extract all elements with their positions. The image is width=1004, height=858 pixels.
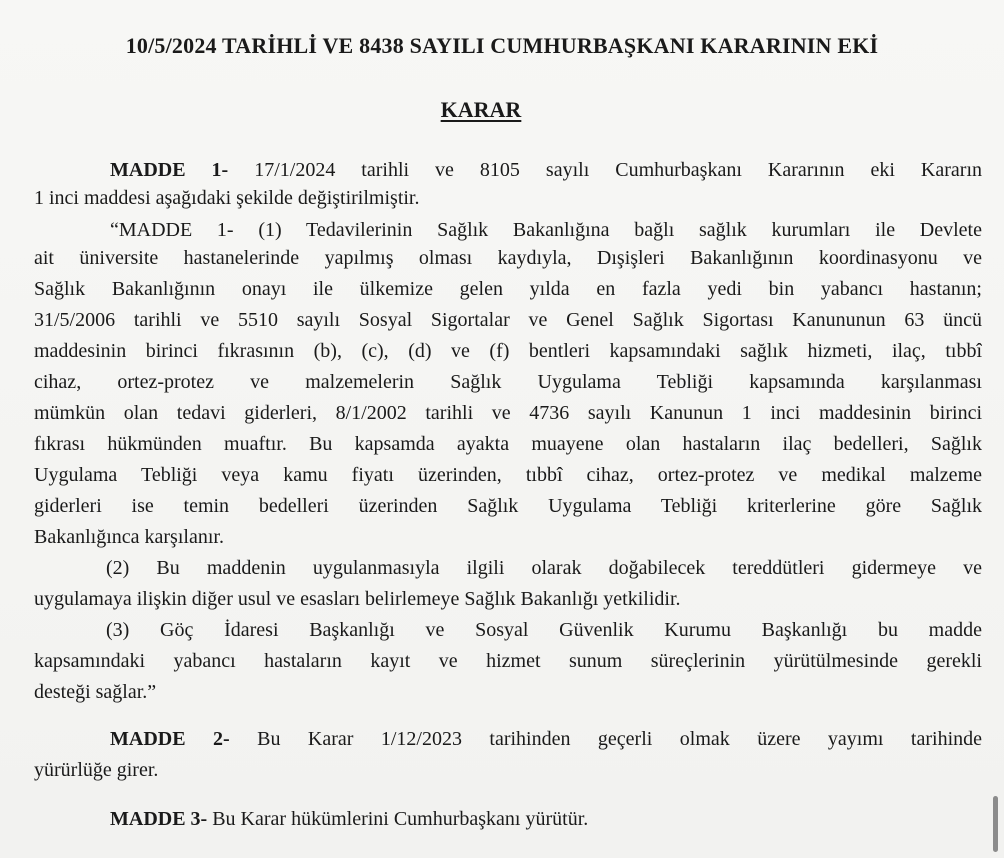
quoted-para1-line: cihaz, ortez-protez ve malzemelerin Sağlık Uygulama Tebliği kapsamında karşılanması xyxy=(34,371,982,393)
quoted-para3-line: (3) Göç İdaresi Başkanlığı ve Sosyal Güvenlik Kurumu Başkanlığı bu madde xyxy=(106,619,982,641)
madde1-line-2: 1 inci maddesi aşağıdaki şekilde değiştirilmiştir. xyxy=(34,187,420,209)
quoted-para1-line: maddesinin birinci fıkrasının (b), (c), (d) ve (f) bentleri kapsamındaki sağlık hizmeti, ilaç, tıbbî xyxy=(34,340,982,362)
quoted-para1-line: ait üniversite hastanelerinde yapılmış olması kaydıyla, Dışişleri Bakanlığının koordinasyonu ve xyxy=(34,247,982,269)
madde1-label: MADDE 1- xyxy=(110,159,229,181)
madde1-line-1: MADDE 1- 17/1/2024 tarihli ve 8105 sayılı Cumhurbaşkanı Kararının eki Kararın xyxy=(110,159,982,181)
quoted-para3-line: kapsamındaki yabancı hastaların kayıt ve hizmet sunum süreçlerinin yürütülmesinde gerekli xyxy=(34,650,982,672)
madde3-label: MADDE 3- xyxy=(110,808,208,830)
document-subtitle: KARAR xyxy=(440,97,522,122)
quoted-para1-line: “MADDE 1- (1) Tedavilerinin Sağlık Bakanlığına bağlı sağlık kurumları ile Devlete xyxy=(110,219,982,241)
quoted-para1-line: Sağlık Bakanlığının onayı ile ülkemize gelen yılda en fazla yedi bin yabancı hastanın; xyxy=(34,278,982,300)
quoted-para1-line: 31/5/2006 tarihli ve 5510 sayılı Sosyal Sigortalar ve Genel Sağlık Sigortası Kanununun 63 üncü xyxy=(34,309,982,331)
madde2-line-2: yürürlüğe girer. xyxy=(34,759,159,781)
vertical-scrollbar[interactable] xyxy=(993,796,998,852)
quoted-para1-line: mümkün olan tedavi giderleri, 8/1/2002 tarihli ve 4736 sayılı Kanunun 1 inci maddesinin birinci xyxy=(34,402,982,424)
quoted-para2-line: (2) Bu maddenin uygulanmasıyla ilgili olarak doğabilecek tereddütleri gidermeye ve xyxy=(106,557,982,579)
quoted-para2-line: uygulamaya ilişkin diğer usul ve esasları belirlemeye Sağlık Bakanlığı yetkilidir. xyxy=(34,588,681,610)
quoted-para3-line: desteği sağlar.” xyxy=(34,681,157,703)
madde2-line-1: MADDE 2- Bu Karar 1/12/2023 tarihinden geçerli olmak üzere yayımı tarihinde xyxy=(110,728,982,750)
quoted-para1-line: Bakanlığınca karşılanır. xyxy=(34,526,224,548)
madde2-label: MADDE 2- xyxy=(110,728,230,750)
quoted-para1-line: giderleri ise temin bedelleri üzerinden Sağlık Uygulama Tebliği kriterlerine göre Sağlık xyxy=(34,495,982,517)
quoted-para1-line: fıkrası hükmünden muaftır. Bu kapsamda ayakta muayene olan hastaların ilaç bedelleri, Sağlık xyxy=(34,433,982,455)
quoted-para1-line: Uygulama Tebliği veya kamu fiyatı üzerinden, tıbbî cihaz, ortez-protez ve medikal malzeme xyxy=(34,464,982,486)
document-title: 10/5/2024 TARİHLİ VE 8438 SAYILI CUMHURBAŞKANI KARARININ EKİ xyxy=(125,33,879,58)
madde3-line: MADDE 3- Bu Karar hükümlerini Cumhurbaşkanı yürütür. xyxy=(110,808,589,830)
